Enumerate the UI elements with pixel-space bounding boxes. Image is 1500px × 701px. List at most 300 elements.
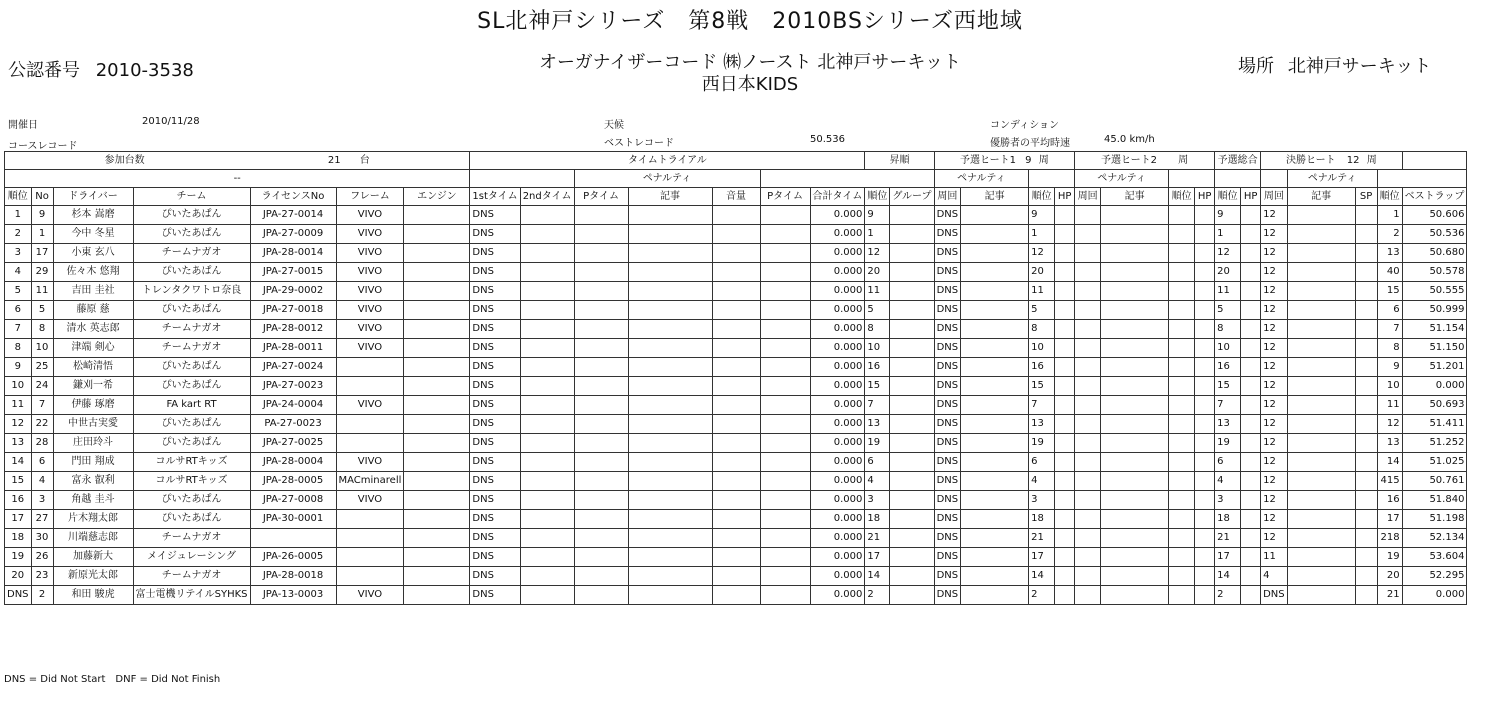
cell-empty: [1241, 339, 1261, 358]
cell-team: コルサRTキッズ: [133, 472, 250, 491]
cell-empty: [520, 529, 574, 548]
cell-h1laps: DNS: [934, 244, 961, 263]
cell-empty: [574, 206, 628, 225]
cell-empty: [1075, 529, 1101, 548]
cell-empty: [1241, 358, 1261, 377]
cell-empty: [520, 434, 574, 453]
cell-h1pos: 20: [1029, 263, 1055, 282]
cell-h1laps: DNS: [934, 491, 961, 510]
column-header: 記事: [1101, 188, 1169, 206]
cell-driver: 中世古実愛: [53, 415, 133, 434]
cell-fpos: 7: [1377, 320, 1402, 339]
cell-empty: [712, 510, 760, 529]
cell-best: 50.606: [1402, 206, 1467, 225]
cell-total: 0.000: [810, 453, 865, 472]
column-header: 記事: [961, 188, 1029, 206]
cell-empty: [404, 396, 470, 415]
cell-total: 0.000: [810, 586, 865, 605]
cell-driver: 清水 英志郎: [53, 320, 133, 339]
cell-frame: VIVO: [336, 586, 404, 605]
cell-empty: [1195, 491, 1215, 510]
cell-total: 0.000: [810, 529, 865, 548]
cell-total: 0.000: [810, 567, 865, 586]
table-row: [5, 453, 1467, 472]
cell-empty: [961, 529, 1029, 548]
cell-empty: [712, 415, 760, 434]
cell-tt1: DNS: [470, 415, 520, 434]
cell-empty: [1169, 377, 1195, 396]
column-header: HP: [1195, 188, 1215, 206]
cell-empty: [1101, 206, 1169, 225]
cell-frame: VIVO: [336, 453, 404, 472]
cell-team: ぴいたあぱん: [133, 358, 250, 377]
cell-tt1: DNS: [470, 491, 520, 510]
cell-empty: [574, 301, 628, 320]
cell-empty: [1241, 548, 1261, 567]
cell-flaps: 12: [1261, 453, 1288, 472]
cell-empty: [1075, 263, 1101, 282]
cell-empty: [1195, 263, 1215, 282]
cell-h1laps: DNS: [934, 358, 961, 377]
cell-fpos: 20: [1377, 567, 1402, 586]
cell-fpos: 12: [1377, 415, 1402, 434]
cell-fpos: 14: [1377, 453, 1402, 472]
cell-empty: [404, 529, 470, 548]
cell-ttpos: 1: [865, 225, 890, 244]
cell-frame: VIVO: [336, 225, 404, 244]
cell-best: 51.840: [1402, 491, 1467, 510]
cell-ttpos: 13: [865, 415, 890, 434]
cell-empty: [1195, 510, 1215, 529]
cell-fpos: 13: [1377, 244, 1402, 263]
table-row: [5, 529, 1467, 548]
cell-total: 0.000: [810, 377, 865, 396]
cell-tt1: DNS: [470, 453, 520, 472]
cell-empty: [712, 472, 760, 491]
cell-ttpos: 7: [865, 396, 890, 415]
cell-tt1: DNS: [470, 548, 520, 567]
cell-team: メイジュレーシング: [133, 548, 250, 567]
cell-fpos: 9: [1377, 358, 1402, 377]
cell-empty: [961, 339, 1029, 358]
cell-empty: [404, 225, 470, 244]
cell-best: 52.134: [1402, 529, 1467, 548]
cell-empty: [1287, 472, 1355, 491]
cell-team: コルサRTキッズ: [133, 453, 250, 472]
cell-h1laps: DNS: [934, 415, 961, 434]
cell-empty: [760, 548, 810, 567]
cell-empty: [520, 377, 574, 396]
cell-pos: 20: [5, 567, 32, 586]
cell-empty: [574, 529, 628, 548]
cell-empty: [520, 510, 574, 529]
cell-no: 3: [31, 491, 53, 510]
cell-empty: [1055, 358, 1075, 377]
table-row: [5, 415, 1467, 434]
cell-empty: [890, 510, 934, 529]
cell-flaps: 12: [1261, 206, 1288, 225]
cell-frame: [336, 415, 404, 434]
column-header: 記事: [628, 188, 712, 206]
cell-qpos: 15: [1215, 377, 1241, 396]
column-header: 周回: [1075, 188, 1101, 206]
cell-fpos: 1: [1377, 206, 1402, 225]
column-header: 周回: [1261, 188, 1288, 206]
cell-empty: [1075, 377, 1101, 396]
cell-empty: [712, 434, 760, 453]
cell-driver: 佐々木 悠翔: [53, 263, 133, 282]
cell-empty: [1075, 225, 1101, 244]
cell-pos: 13: [5, 434, 32, 453]
cell-fpos: 6: [1377, 301, 1402, 320]
cell-no: 24: [31, 377, 53, 396]
cell-no: 25: [31, 358, 53, 377]
cell-empty: [1241, 510, 1261, 529]
cell-empty: [404, 320, 470, 339]
cell-empty: [890, 586, 934, 605]
cell-driver: 吉田 圭社: [53, 282, 133, 301]
cell-empty: [1287, 491, 1355, 510]
column-header: ライセンスNo: [250, 188, 336, 206]
cell-empty: [1355, 225, 1377, 244]
cell-total: 0.000: [810, 358, 865, 377]
cell-frame: [336, 358, 404, 377]
cell-best: 50.536: [1402, 225, 1467, 244]
cell-empty: [1287, 415, 1355, 434]
avg-speed-value: 45.0 km/h: [1104, 134, 1155, 145]
cell-license: JPA-27-0018: [250, 301, 336, 320]
cell-empty: [1241, 396, 1261, 415]
cell-empty: [760, 206, 810, 225]
cell-flaps: DNS: [1261, 586, 1288, 605]
cell-empty: [961, 320, 1029, 339]
cell-empty: [1169, 263, 1195, 282]
cell-empty: [1195, 472, 1215, 491]
cell-frame: [336, 377, 404, 396]
heat2-label: 予選ヒート2: [1101, 155, 1157, 166]
cell-empty: [1241, 491, 1261, 510]
column-header: No: [31, 188, 53, 206]
cell-pos: 11: [5, 396, 32, 415]
cell-empty: [1287, 263, 1355, 282]
cell-h1laps: DNS: [934, 206, 961, 225]
table-row: [5, 339, 1467, 358]
cell-frame: VIVO: [336, 491, 404, 510]
cell-flaps: 12: [1261, 415, 1288, 434]
cell-empty: [890, 491, 934, 510]
heat1-header: [934, 152, 1075, 170]
cell-total: 0.000: [810, 244, 865, 263]
cell-team: チームナガオ: [133, 529, 250, 548]
cell-empty: [1169, 415, 1195, 434]
cell-h1pos: 18: [1029, 510, 1055, 529]
cell-empty: [1241, 434, 1261, 453]
cell-empty: [628, 434, 712, 453]
cell-flaps: 12: [1261, 358, 1288, 377]
cell-empty: [628, 491, 712, 510]
column-header: Pタイム: [574, 188, 628, 206]
cell-empty: [760, 225, 810, 244]
cell-driver: 加藤新大: [53, 548, 133, 567]
cell-empty: [712, 225, 760, 244]
cell-tt1: DNS: [470, 339, 520, 358]
cell-ttpos: 3: [865, 491, 890, 510]
cell-flaps: 12: [1261, 282, 1288, 301]
heat1-unit: 周: [1038, 155, 1049, 166]
cell-empty: [760, 263, 810, 282]
cell-empty: [1355, 529, 1377, 548]
cell-empty: [1075, 415, 1101, 434]
cell-frame: [336, 529, 404, 548]
cell-empty: [1075, 282, 1101, 301]
cell-empty: [404, 301, 470, 320]
cell-empty: [760, 358, 810, 377]
cell-empty: [1075, 491, 1101, 510]
cell-driver: 今中 冬星: [53, 225, 133, 244]
cell-empty: [1287, 567, 1355, 586]
cell-empty: [1101, 339, 1169, 358]
cell-license: JPA-28-0005: [250, 472, 336, 491]
cell-ttpos: 19: [865, 434, 890, 453]
cell-driver: 門田 翔成: [53, 453, 133, 472]
cell-empty: [1101, 263, 1169, 282]
promotion-order-header: 昇順: [865, 152, 934, 170]
column-header: 順位: [5, 188, 32, 206]
cell-empty: [628, 529, 712, 548]
dash-cell: --: [5, 170, 470, 188]
cell-empty: [1075, 396, 1101, 415]
cell-empty: [1055, 472, 1075, 491]
cell-driver: 和田 駿虎: [53, 586, 133, 605]
cell-flaps: 12: [1261, 396, 1288, 415]
cell-empty: [628, 396, 712, 415]
cell-tt1: DNS: [470, 320, 520, 339]
cell-total: 0.000: [810, 263, 865, 282]
column-header: フレーム: [336, 188, 404, 206]
cell-no: 11: [31, 282, 53, 301]
cell-empty: [1075, 472, 1101, 491]
cell-empty: [520, 358, 574, 377]
cell-no: 27: [31, 510, 53, 529]
cell-empty: [574, 567, 628, 586]
cell-empty: [712, 453, 760, 472]
cell-empty: [760, 567, 810, 586]
cell-driver: 杉本 嵩磨: [53, 206, 133, 225]
cell-empty: [1075, 339, 1101, 358]
heat1-label: 予選ヒート1: [959, 155, 1016, 166]
cell-ttpos: 18: [865, 510, 890, 529]
cell-h1laps: DNS: [934, 377, 961, 396]
column-header: 順位: [1029, 188, 1055, 206]
column-header: 記事: [1287, 188, 1355, 206]
cell-driver: 小東 玄八: [53, 244, 133, 263]
cell-tt1: DNS: [470, 529, 520, 548]
cell-empty: [1287, 339, 1355, 358]
cell-pos: 2: [5, 225, 32, 244]
cell-empty: [1355, 434, 1377, 453]
cell-empty: [1169, 301, 1195, 320]
cell-license: JPA-27-0009: [250, 225, 336, 244]
cell-license: JPA-27-0014: [250, 206, 336, 225]
cell-h1pos: 13: [1029, 415, 1055, 434]
cell-best: 50.999: [1402, 301, 1467, 320]
cell-empty: [1101, 434, 1169, 453]
cell-pos: 5: [5, 282, 32, 301]
cell-tt1: DNS: [470, 510, 520, 529]
cell-empty: [1355, 339, 1377, 358]
cell-empty: [890, 434, 934, 453]
cell-fpos: 40: [1377, 263, 1402, 282]
cell-h1pos: 16: [1029, 358, 1055, 377]
cell-h1laps: DNS: [934, 225, 961, 244]
cell-no: 17: [31, 244, 53, 263]
cell-empty: [1075, 320, 1101, 339]
cell-empty: [628, 301, 712, 320]
cell-pos: 16: [5, 491, 32, 510]
cell-empty: [1241, 263, 1261, 282]
cell-total: 0.000: [810, 396, 865, 415]
cell-empty: [628, 263, 712, 282]
cell-empty: [1075, 206, 1101, 225]
cell-empty: [574, 491, 628, 510]
cell-license: JPA-28-0018: [250, 567, 336, 586]
cell-ttpos: 12: [865, 244, 890, 263]
cell-empty: [574, 510, 628, 529]
cell-empty: [1195, 225, 1215, 244]
cell-license: JPA-27-0025: [250, 434, 336, 453]
cell-h1pos: 2: [1029, 586, 1055, 605]
cell-empty: [520, 567, 574, 586]
cell-empty: [961, 358, 1029, 377]
cell-pos: 17: [5, 510, 32, 529]
cell-total: 0.000: [810, 320, 865, 339]
cell-h1pos: 6: [1029, 453, 1055, 472]
column-header: 順位: [1377, 188, 1402, 206]
cell-empty: [712, 586, 760, 605]
cell-ttpos: 21: [865, 529, 890, 548]
cell-empty: [574, 396, 628, 415]
cell-empty: [961, 510, 1029, 529]
cell-frame: VIVO: [336, 282, 404, 301]
cell-qpos: 1: [1215, 225, 1241, 244]
cell-empty: [1055, 377, 1075, 396]
cell-ttpos: 9: [865, 206, 890, 225]
cell-empty: [404, 282, 470, 301]
cell-team: ぴいたあぱん: [133, 415, 250, 434]
cell-empty: [1241, 282, 1261, 301]
cell-empty: [961, 396, 1029, 415]
cell-frame: VIVO: [336, 396, 404, 415]
cell-h1pos: 4: [1029, 472, 1055, 491]
cell-ttpos: 4: [865, 472, 890, 491]
cell-empty: [1101, 358, 1169, 377]
cell-empty: [1169, 320, 1195, 339]
cell-empty: [1055, 567, 1075, 586]
cell-empty: [961, 244, 1029, 263]
cell-empty: [404, 453, 470, 472]
cell-empty: [404, 339, 470, 358]
cell-empty: [1241, 320, 1261, 339]
cell-flaps: 4: [1261, 567, 1288, 586]
cell-empty: [1055, 206, 1075, 225]
cell-tt1: DNS: [470, 396, 520, 415]
cell-total: 0.000: [810, 434, 865, 453]
cell-total: 0.000: [810, 225, 865, 244]
cell-empty: [712, 491, 760, 510]
cell-empty: [1075, 301, 1101, 320]
cell-empty: [1169, 244, 1195, 263]
cell-empty: [1241, 377, 1261, 396]
cell-empty: [628, 320, 712, 339]
cell-empty: [628, 453, 712, 472]
cell-empty: [890, 453, 934, 472]
cell-tt1: DNS: [470, 206, 520, 225]
cell-frame: MACminarell: [336, 472, 404, 491]
cell-license: [250, 529, 336, 548]
cell-tt1: DNS: [470, 244, 520, 263]
cell-fpos: 10: [1377, 377, 1402, 396]
cell-empty: [1101, 586, 1169, 605]
cell-empty: [1055, 415, 1075, 434]
table-row: [5, 206, 1467, 225]
cell-h1laps: DNS: [934, 472, 961, 491]
cell-empty: [1287, 586, 1355, 605]
cell-h1pos: 15: [1029, 377, 1055, 396]
cell-empty: [628, 358, 712, 377]
cell-empty: [961, 377, 1029, 396]
cell-empty: [1287, 510, 1355, 529]
cell-empty: [712, 567, 760, 586]
cell-empty: [1241, 453, 1261, 472]
cell-frame: VIVO: [336, 320, 404, 339]
column-header: 順位: [1215, 188, 1241, 206]
cell-empty: [712, 320, 760, 339]
organizer-line1: オーガナイザーコード ㈱ノースト 北神戸サーキット: [538, 52, 962, 73]
cell-no: 2: [31, 586, 53, 605]
cell-empty: [1287, 548, 1355, 567]
cell-tt1: DNS: [470, 586, 520, 605]
cell-empty: [760, 510, 810, 529]
cell-empty: [628, 206, 712, 225]
cell-h1laps: DNS: [934, 301, 961, 320]
cell-empty: [1195, 320, 1215, 339]
cell-no: 9: [31, 206, 53, 225]
cell-qpos: 12: [1215, 244, 1241, 263]
cell-empty: [961, 301, 1029, 320]
table-row: [5, 225, 1467, 244]
cell-empty: [1101, 282, 1169, 301]
cell-license: JPA-26-0005: [250, 548, 336, 567]
cell-pos: 7: [5, 320, 32, 339]
cell-empty: [890, 206, 934, 225]
cell-empty: [1101, 244, 1169, 263]
cell-empty: [1101, 529, 1169, 548]
cell-empty: [574, 586, 628, 605]
cell-empty: [1055, 491, 1075, 510]
place-value: 北神戸サーキット: [1287, 56, 1432, 77]
cell-empty: [1355, 453, 1377, 472]
cell-empty: [1169, 529, 1195, 548]
cell-license: JPA-29-0002: [250, 282, 336, 301]
cell-empty: [1169, 225, 1195, 244]
cell-best: 50.693: [1402, 396, 1467, 415]
cell-empty: [1101, 548, 1169, 567]
cell-empty: [1355, 263, 1377, 282]
tt-penalty-header: ペナルティ: [574, 170, 760, 188]
cell-qpos: 10: [1215, 339, 1241, 358]
cell-tt1: DNS: [470, 472, 520, 491]
column-header: チーム: [133, 188, 250, 206]
